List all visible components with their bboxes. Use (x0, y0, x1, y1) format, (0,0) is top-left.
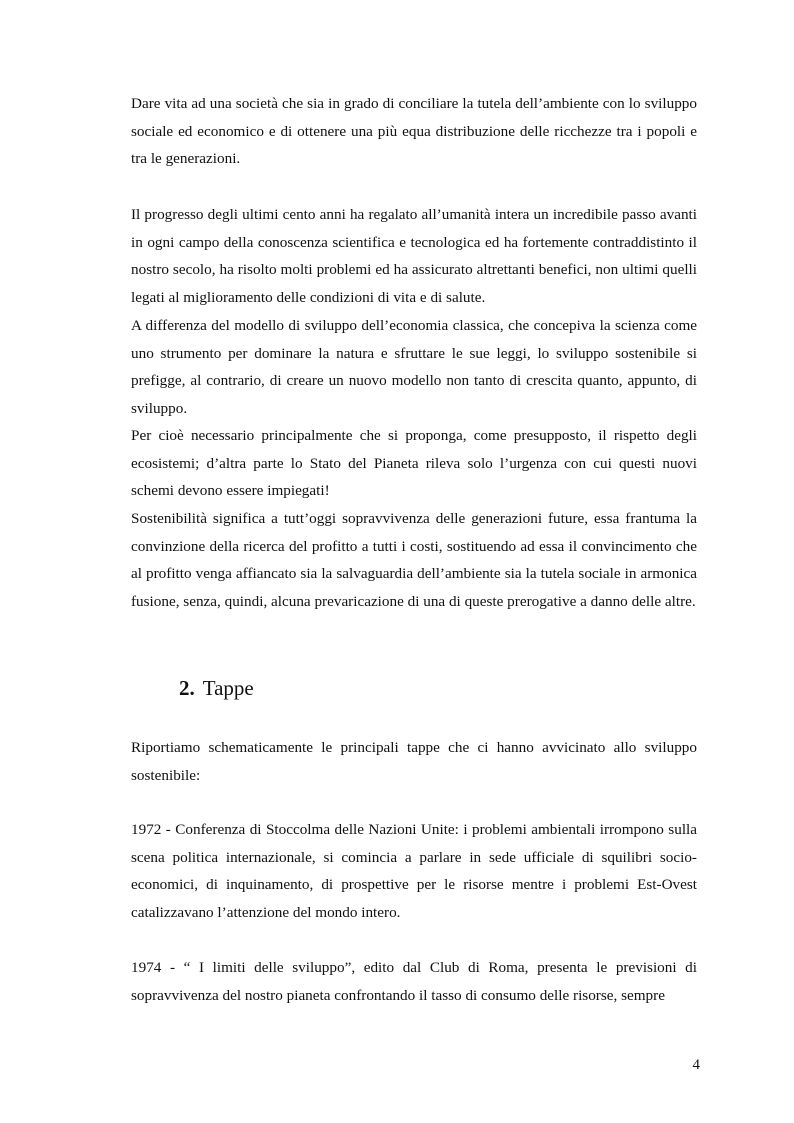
milestone-1972: 1972 - Conferenza di Stoccolma delle Nazioni Unite: i problemi ambientali irrompono sulla scena politica internazionale, si comincia a parlare in sede ufficiale di squilibri socio-economici, di inquinamento, di prospettive per le risorse mentre i problemi Est-Ovest catalizzavano l’attenzione del mondo intero. (131, 821, 697, 921)
paragraph-progress: Il progresso degli ultimi cento anni ha regalato all’umanità intera un incredibile passo avanti in ogni campo della conoscenza scientifica e tecnologica ed ha fortemente contraddistinto il nostro secolo, ha risolto molti problemi ed ha assicurato altrettanti benefici, non ultimi quelli legati al miglioramento delle condizioni di vita e di salute. (131, 206, 697, 306)
section-heading (179, 674, 254, 702)
paragraph-section-intro: Riportiamo schematicamente le principali tappe che ci hanno avvicinato allo sviluppo sostenibile: (131, 739, 697, 784)
paragraph-classical-economy: A differenza del modello di sviluppo dell’economia classica, che concepiva la scienza come uno strumento per dominare la natura e sfruttare le sue leggi, lo sviluppo sostenibile si prefigge, al contrario, di creare un nuovo modello non tanto di crescita quanto, appunto, di sviluppo. (131, 317, 697, 417)
section-title: Tappe (202, 676, 254, 700)
page-number: 4 (692, 1057, 700, 1073)
paragraph-ecosystems: Per cioè necessario principalmente che si proponga, come presupposto, il rispetto degli ecosistemi; d’altra parte lo Stato del Pianeta rileva solo l’urgenza con cui questi nuovi schemi devono essere impiegati! (131, 427, 697, 499)
paragraph-intro: Dare vita ad una società che sia in grado di conciliare la tutela dell’ambiente con lo sviluppo sociale ed economico e di ottenere una più equa distribuzione delle ricchezze tra i popoli e tra le generazioni. (131, 95, 697, 167)
section-number: 2. (179, 676, 195, 700)
paragraph-sustainability: Sostenibilità significa a tutt’oggi sopravvivenza delle generazioni future, essa frantuma la convinzione della ricerca del profitto a tutti i costi, sostituendo ad essa il convincimento che al profitto venga affiancato sia la salvaguardia dell’ambiente sia la tutela sociale in armonica fusione, senza, quindi, alcuna prevaricazione di una di queste prerogative a danno delle altre. (131, 510, 697, 610)
milestone-1974: 1974 - “ I limiti delle sviluppo”, edito dal Club di Roma, presenta le previsioni di sopravvivenza del nostro pianeta confrontando il tasso di consumo delle risorse, sempre (131, 959, 697, 1004)
